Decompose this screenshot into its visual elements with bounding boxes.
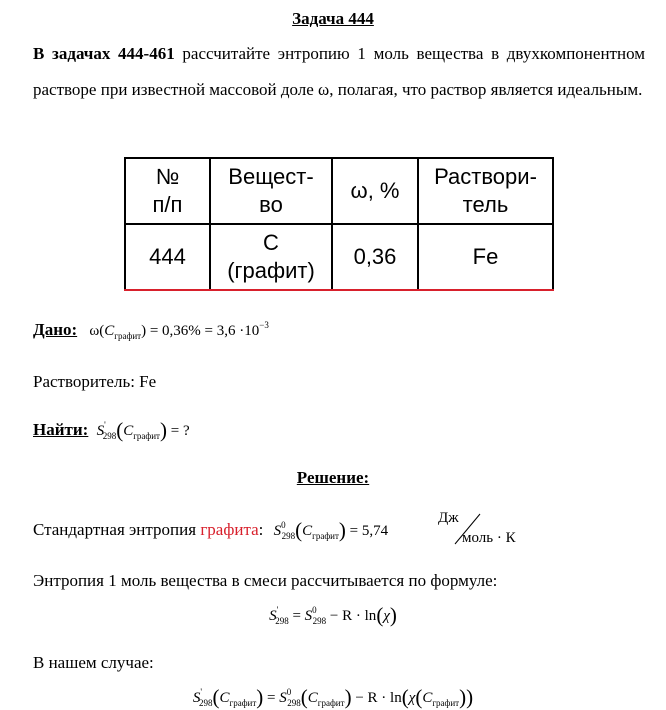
find-line: [33, 418, 190, 443]
standard-entropy-formula: $S^0_{298}(C_{графит}) = 5,74$: [273, 518, 389, 542]
cell-substance: C (графит): [210, 224, 332, 290]
cell-omega: 0,36: [332, 224, 418, 290]
unit-numerator: Дж: [438, 510, 459, 526]
given-line: [33, 320, 269, 341]
find-label: Найти:: [33, 420, 89, 439]
given-formula: $\omega(C_{графит}) = 0,36\% = 3,6 \cdot 10^{-3}$: [89, 320, 269, 341]
cell-num: 444: [125, 224, 210, 290]
graphite-highlight: графита: [200, 520, 259, 539]
task-table: [124, 157, 554, 291]
solution-title: Решение:: [296, 468, 370, 487]
given-label: Дано:: [33, 320, 78, 339]
task-title: Задача 444: [292, 9, 374, 28]
header-omega: ω, %: [332, 158, 418, 224]
task-intro: [33, 36, 645, 108]
header-substance: Вещест- во: [210, 158, 332, 224]
standard-entropy-line: Стандартная энтропия графита: $S^0_{298}(C_{графит}) = 5,74$: [33, 518, 389, 542]
header-solvent: Раствори- тель: [418, 158, 553, 224]
solvent-line: Растворитель: Fe: [33, 372, 157, 391]
case-intro: В нашем случае:: [33, 653, 154, 672]
intro-lead: В задачах 444-461: [33, 44, 175, 63]
table-header-row: [125, 158, 553, 224]
table-row: [125, 224, 553, 290]
find-formula: $S'_{298}(C_{графит})$ = ?: [96, 418, 190, 442]
cell-solvent: Fe: [418, 224, 553, 290]
case-formula: $S'_{298}(C_{графит}) = S^0_{298}(C_{графит}) - R \cdot \ln(\chi(C_{графит}))$: [192, 685, 474, 709]
unit-denominator: моль · К: [462, 530, 516, 546]
intro-text: рассчитайте энтропию 1 моль вещества в двухкомпонентном растворе при известной массовой доле ω, полагая, что раствор является идеальным.: [33, 44, 646, 99]
formula-intro: Энтропия 1 моль вещества в смеси рассчитывается по формуле:: [33, 571, 498, 590]
general-formula: $S'_{298} = S^0_{298} - R \cdot \ln(\chi)$: [269, 603, 397, 627]
header-num: № п/п: [125, 158, 210, 224]
